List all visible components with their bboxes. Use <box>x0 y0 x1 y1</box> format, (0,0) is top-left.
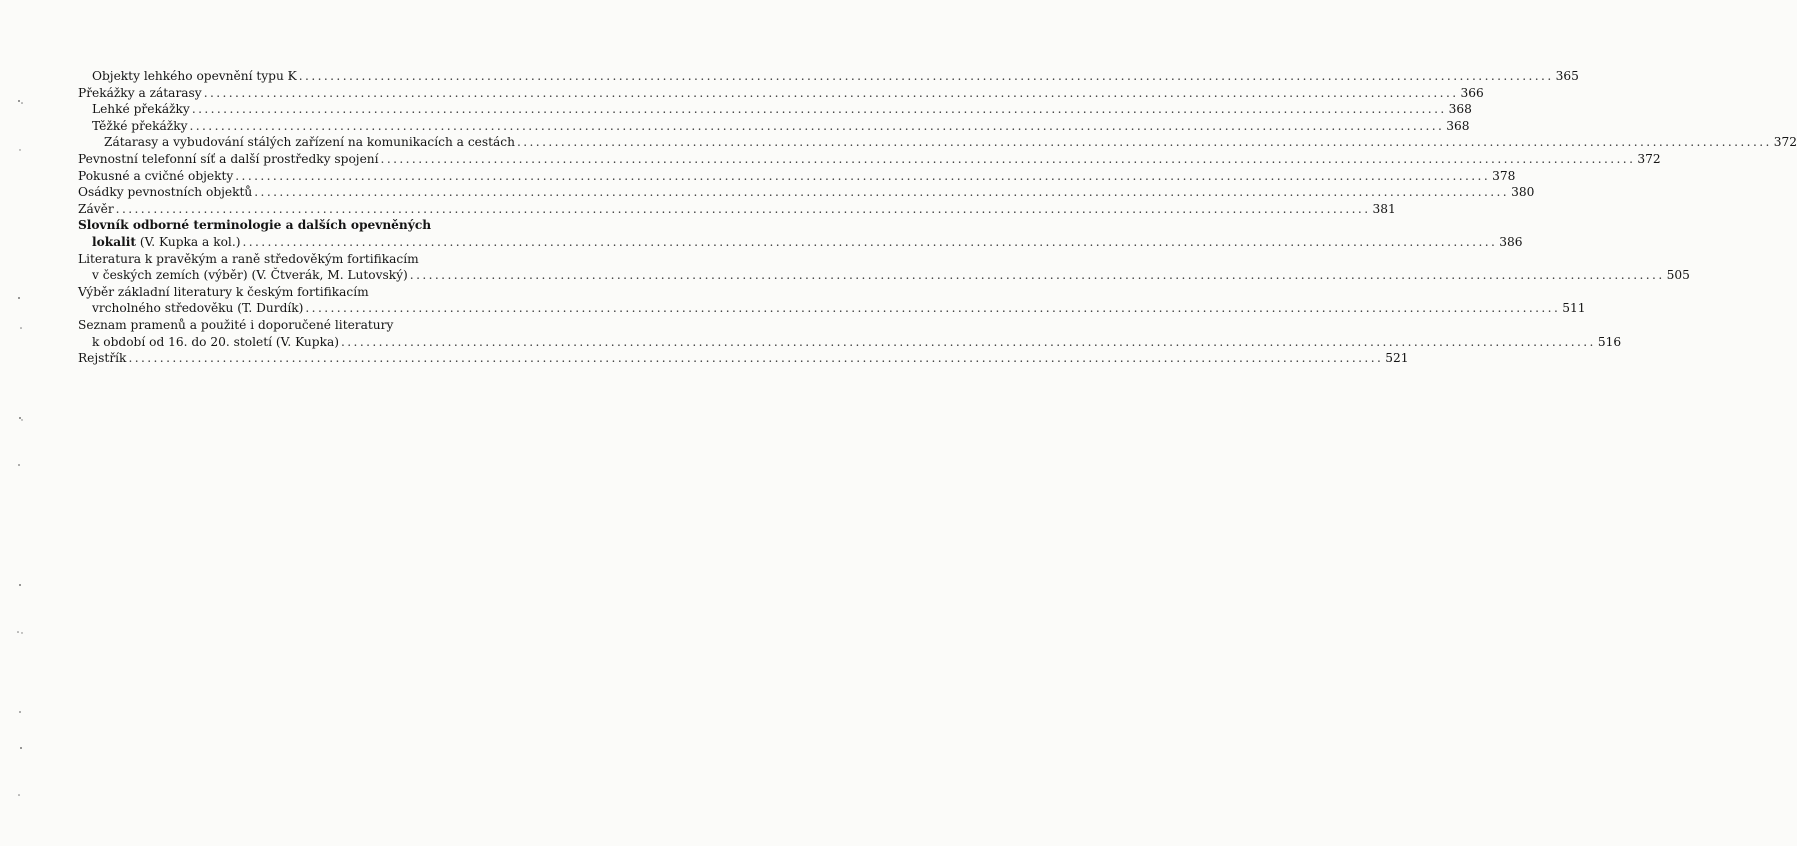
toc-entry-line1: Seznam pramenů a použité i doporučené literatury <box>78 317 394 332</box>
toc-entry-title: Lehké překážky <box>92 102 190 117</box>
toc-entry <box>78 350 1409 367</box>
toc-entry-page: 365 <box>1555 69 1579 83</box>
toc-leader-dots: ........................................................................................................................................................................................................ <box>128 351 1384 366</box>
toc-entry-page: 368 <box>1446 118 1470 133</box>
toc-entry-line1: Slovník odborné terminologie a dalších opevněných <box>78 218 432 233</box>
toc-entry <box>78 168 1516 185</box>
toc-entry-page: 372 <box>1773 135 1797 150</box>
toc-entry <box>78 184 1535 201</box>
toc-entry-page: 372 <box>1637 151 1661 166</box>
toc-entry-title: vrcholného středověku (T. Durdík) <box>92 301 304 316</box>
toc-entry-line1: Výběr základní literatury k českým fortifikacím <box>78 284 369 299</box>
toc-entry-title: Rejstřík <box>78 351 127 366</box>
toc-entry <box>78 151 1661 168</box>
toc-entry-title-suffix: (V. Kupka a kol.) <box>136 234 241 249</box>
toc-leader-dots: ........................................................................................................................................................................................................ <box>298 69 1554 83</box>
toc-entry <box>78 201 1396 218</box>
toc-entry <box>78 68 1579 85</box>
toc-entry-line1: Literatura k pravěkým a raně středověkým fortifikacím <box>78 251 419 266</box>
toc-leader-dots: ........................................................................................................................................................................................................ <box>341 334 1596 349</box>
toc-entry-page: 505 <box>1666 268 1690 283</box>
toc-entry-page: 511 <box>1562 301 1586 316</box>
toc-entry-page: 521 <box>1385 351 1409 366</box>
toc-entry-title <box>92 234 240 251</box>
toc-entry <box>78 300 1586 317</box>
toc-leader-dots: ........................................................................................................................................................................................................ <box>305 301 1561 316</box>
toc-entry <box>78 118 1470 135</box>
toc-entry-title: Pevnostní telefonní síť a další prostředky spojení <box>78 151 379 166</box>
toc-entry-title: Zátarasy a vybudování stálých zařízení na komunikacích a cestách <box>104 135 515 150</box>
toc-entry-title: Objekty lehkého opevnění typu K <box>92 69 297 83</box>
toc-leader-dots: ........................................................................................................................................................................................................ <box>235 168 1491 183</box>
toc-entry-page: 386 <box>1499 234 1523 249</box>
toc-leader-dots: ........................................................................................................................................................................................................ <box>254 185 1510 200</box>
toc-entry <box>78 85 1484 102</box>
toc-leader-dots: ........................................................................................................................................................................................................ <box>115 201 1371 216</box>
toc-entry-page: 381 <box>1372 201 1396 216</box>
toc-entry-title: v českých zemích (výběr) (V. Čtverák, M. Lutovský) <box>92 268 408 283</box>
toc-leader-dots: ........................................................................................................................................................................................................ <box>380 151 1636 166</box>
toc-leader-dots: ........................................................................................................................................................................................................ <box>189 118 1445 133</box>
toc-leader-dots: ........................................................................................................................................................................................................ <box>203 85 1459 100</box>
toc-entry-title: Těžké překážky <box>92 118 188 133</box>
toc-entry-title: k období od 16. do 20. století (V. Kupka) <box>92 334 339 349</box>
toc-entry-title: Překážky a zátarasy <box>78 85 202 100</box>
toc-entry-page: 516 <box>1597 334 1622 349</box>
toc-leader-dots: ........................................................................................................................................................................................................ <box>409 268 1665 283</box>
toc-entry-page: 380 <box>1511 185 1535 200</box>
toc-leader-dots: ........................................................................................................................................................................................................ <box>516 135 1772 150</box>
toc-entry-title: Závěr <box>78 201 114 216</box>
toc-entry-page: 378 <box>1492 168 1516 183</box>
toc-entry-title: Pokusné a cvičné objekty <box>78 168 234 183</box>
toc-entry <box>78 134 1797 151</box>
toc-leader-dots: ........................................................................................................................................................................................................ <box>191 102 1447 117</box>
toc-entry-title: Osádky pevnostních objektů <box>78 185 253 200</box>
scan-specks <box>0 0 40 846</box>
toc-leader-dots: ........................................................................................................................................................................................................ <box>242 234 1498 249</box>
toc-entry-title-bold: lokalit <box>92 234 136 249</box>
toc-entry <box>78 334 1622 351</box>
toc-entry <box>78 267 1690 284</box>
toc-entry <box>78 234 1523 251</box>
table-of-contents <box>78 68 1797 367</box>
toc-entry-page: 368 <box>1448 102 1472 117</box>
toc-entry <box>78 101 1472 118</box>
toc-entry-page: 366 <box>1460 85 1484 100</box>
